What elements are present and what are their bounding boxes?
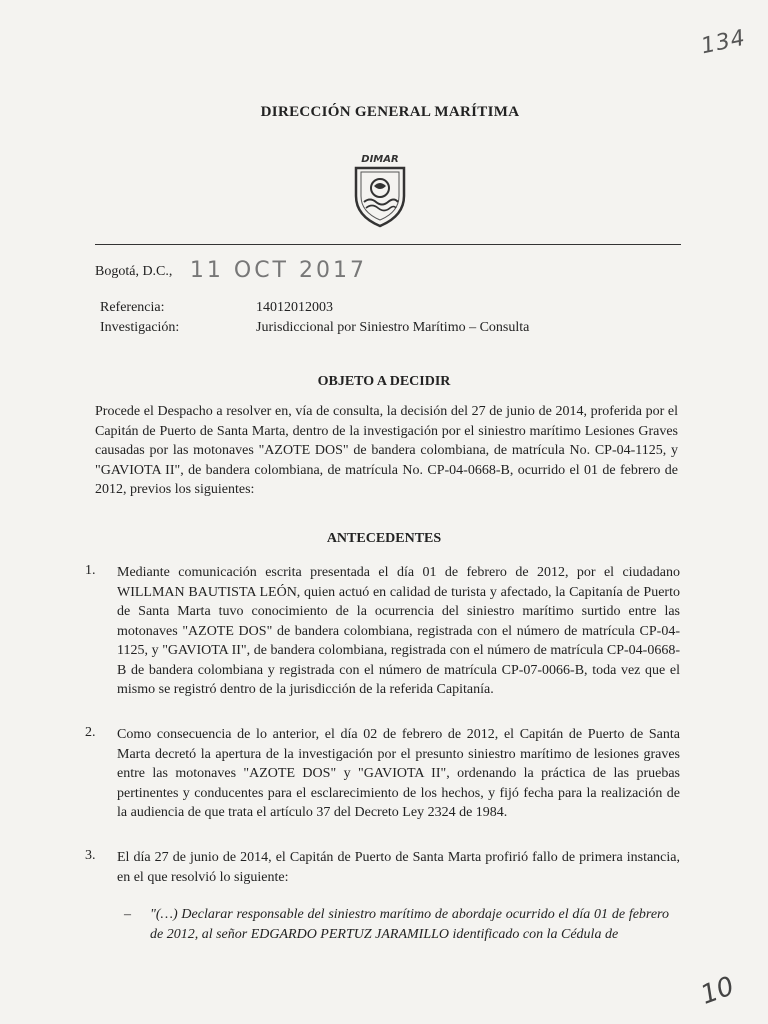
- list-item: [85, 848, 680, 887]
- reference-row: [100, 298, 529, 318]
- handwritten-corner-mark: 10: [696, 971, 739, 1011]
- quote-text: "(…) Declarar responsable del siniestro marítimo de abordaje ocurrido el día 01 de febrero de 2012, al señor EDGARDO PERTUZ JARAMILLO identificado con la Cédula de: [150, 907, 669, 942]
- quoted-ruling: [124, 905, 669, 944]
- section-heading-objeto: OBJETO A DECIDIR: [317, 374, 451, 389]
- date-line: [95, 258, 367, 283]
- item-text: Mediante comunicación escrita presentada el día 01 de febrero de 2012, por el ciudadano WILLMAN BAUTISTA LEÓN, quien actuó en calidad de turista y afectado, la Capitanía de Puerto de Santa Marta tuvo conocimiento de la ocurrencia del siniestro marítimo surtido entre las motonaves "AZOTE DOS" de bandera colombiana, registrada con el número de matrícula CP-04-1125, y "GAVIOTA II", de bandera colombiana, registrada con el número de matrícula CP-04-0668-B de bandera colombiana y registrada con el número de matrícula CP-07-0066-B, toda vez que el mismo se registró dentro de la jurisdicción de la referida Capitanía.: [117, 565, 680, 697]
- item-number: 3.: [85, 848, 96, 863]
- reference-value: 14012012003: [256, 300, 333, 315]
- reference-label: Referencia:: [100, 300, 165, 315]
- investigation-row: [100, 318, 529, 338]
- handwritten-page-number: 134: [698, 25, 749, 60]
- header-divider: [95, 244, 681, 245]
- list-item: [85, 563, 680, 700]
- reference-block: [100, 298, 529, 338]
- intro-paragraph: Procede el Despacho a resolver en, vía de consulta, la decisión del 27 de junio de 2014, proferida por el Capitán de Puerto de Santa Marta, dentro de la investigación por el siniestro marítimo Lesiones Graves causadas por las motonaves "AZOTE DOS" de bandera colombiana, de matrícula No. CP-04-1125, y "GAVIOTA II", de bandera colombiana, de matrícula No. CP-04-0668-B, ocurrido el 01 de febrero de 2012, previos los siguientes:: [95, 404, 678, 497]
- item-number: 1.: [85, 563, 96, 578]
- investigation-label: Investigación:: [100, 320, 180, 335]
- dimar-shield-logo: [348, 150, 412, 230]
- item-text: Como consecuencia de lo anterior, el día 02 de febrero de 2012, el Capitán de Puerto de Santa Marta decretó la apertura de la investigación por el presunto siniestro marítimo de lesiones graves entre las motonaves "AZOTE DOS" y "GAVIOTA II", ordenando la práctica de las pruebas pertinentes y conducentes para el esclarecimiento de los hechos, y fijó fecha para la realización de la audiencia de que trata el artículo 37 del Decreto Ley 2324 de 1984.: [117, 727, 680, 820]
- item-text: El día 27 de junio de 2014, el Capitán de Puerto de Santa Marta profirió fallo de primera instancia, en el que resolvió lo siguiente:: [117, 850, 680, 885]
- section-heading-antecedentes: ANTECEDENTES: [326, 531, 442, 546]
- institution-title: DIRECCIÓN GENERAL MARÍTIMA: [260, 104, 520, 120]
- item-number: 2.: [85, 725, 96, 740]
- list-item: [85, 725, 680, 823]
- quote-dash: –: [124, 907, 131, 922]
- investigation-value: Jurisdiccional por Siniestro Marítimo – Consulta: [256, 320, 530, 335]
- date-place: Bogotá, D.C.,: [95, 264, 173, 279]
- date-stamp: 11 OCT 2017: [189, 258, 367, 283]
- svg-text:DIMAR: DIMAR: [361, 154, 399, 165]
